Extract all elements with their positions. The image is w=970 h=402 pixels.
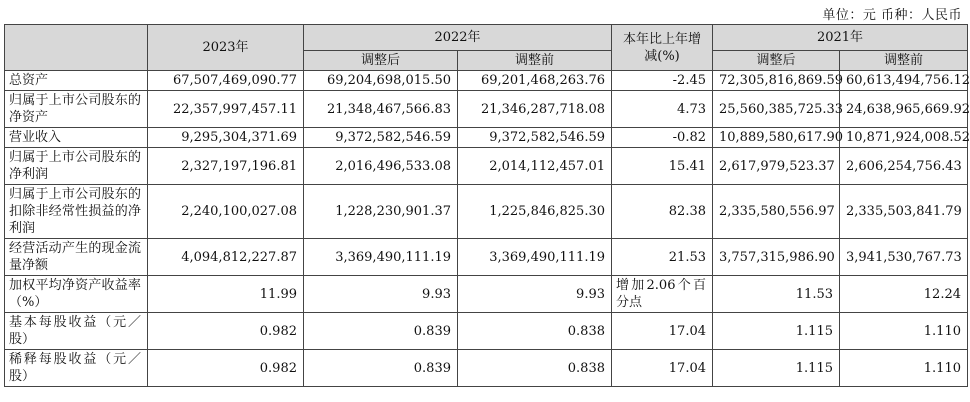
row-label: 加权平均净资产收益率（%） — [5, 276, 148, 313]
cell-2021-before: 2,335,503,841.79 — [840, 185, 968, 239]
cell-2021-before: 10,871,924,008.52 — [840, 128, 968, 148]
cell-2021-before: 24,638,965,669.92 — [840, 91, 968, 128]
cell-change: -2.45 — [612, 71, 713, 91]
cell-2022-before: 3,369,490,111.19 — [458, 239, 612, 276]
cell-2023: 22,357,997,457.11 — [148, 91, 304, 128]
row-label: 基本每股收益（元／股） — [5, 313, 148, 350]
cell-change: 17.04 — [612, 350, 713, 387]
cell-2021-before: 1.110 — [840, 313, 968, 350]
header-change: 本年比上年增减(%) — [612, 25, 713, 71]
header-2021-adjusted-after: 调整后 — [713, 51, 840, 71]
table-row — [5, 313, 968, 350]
cell-2023: 0.982 — [148, 350, 304, 387]
cell-2021-after: 1.115 — [713, 350, 840, 387]
cell-2021-after: 25,560,385,725.33 — [713, 91, 840, 128]
row-label: 归属于上市公司股东的净利润 — [5, 148, 148, 185]
header-2022-adjusted-after: 调整后 — [304, 51, 458, 71]
cell-2022-before: 0.838 — [458, 350, 612, 387]
cell-2022-after: 1,228,230,901.37 — [304, 185, 458, 239]
cell-change: 17.04 — [612, 313, 713, 350]
cell-2022-after: 0.839 — [304, 350, 458, 387]
cell-2023: 2,240,100,027.08 — [148, 185, 304, 239]
header-2021-adjusted-before: 调整前 — [840, 51, 968, 71]
cell-2022-after: 69,204,698,015.50 — [304, 71, 458, 91]
cell-2021-before: 2,606,254,756.43 — [840, 148, 968, 185]
cell-2021-before: 3,941,530,767.73 — [840, 239, 968, 276]
cell-2022-before: 2,014,112,457.01 — [458, 148, 612, 185]
cell-2022-before: 1,225,846,825.30 — [458, 185, 612, 239]
cell-2021-after: 2,617,979,523.37 — [713, 148, 840, 185]
header-2023: 2023年 — [148, 25, 304, 71]
unit-currency-note: 单位：元 币种：人民币 — [822, 8, 962, 23]
row-label: 经营活动产生的现金流量净额 — [5, 239, 148, 276]
table-row — [5, 71, 968, 91]
cell-2021-after: 10,889,580,617.90 — [713, 128, 840, 148]
cell-2022-before: 9,372,582,546.59 — [458, 128, 612, 148]
table-row — [5, 350, 968, 387]
cell-2023: 2,327,197,196.81 — [148, 148, 304, 185]
cell-2022-after: 0.839 — [304, 313, 458, 350]
cell-2022-after: 2,016,496,533.08 — [304, 148, 458, 185]
cell-2022-before: 9.93 — [458, 276, 612, 313]
row-label: 归属于上市公司股东的净资产 — [5, 91, 148, 128]
cell-2022-after: 3,369,490,111.19 — [304, 239, 458, 276]
cell-change: 增加2.06个百分点 — [612, 276, 713, 313]
cell-2021-after: 1.115 — [713, 313, 840, 350]
table-row — [5, 128, 968, 148]
table-row — [5, 91, 968, 128]
cell-2021-after: 72,305,816,869.59 — [713, 71, 840, 91]
cell-2023: 0.982 — [148, 313, 304, 350]
cell-2023: 67,507,469,090.77 — [148, 71, 304, 91]
header-row-top — [5, 25, 968, 51]
header-2022: 2022年 — [304, 25, 612, 51]
financial-data-table — [4, 24, 968, 387]
cell-2021-before: 1.110 — [840, 350, 968, 387]
cell-2021-before: 60,613,494,756.12 — [840, 71, 968, 91]
cell-change: 4.73 — [612, 91, 713, 128]
cell-change: 21.53 — [612, 239, 713, 276]
cell-2022-before: 69,201,468,263.76 — [458, 71, 612, 91]
cell-change: 82.38 — [612, 185, 713, 239]
cell-2022-after: 21,348,467,566.83 — [304, 91, 458, 128]
row-label: 稀释每股收益（元／股） — [5, 350, 148, 387]
header-2022-adjusted-before: 调整前 — [458, 51, 612, 71]
cell-2021-before: 12.24 — [840, 276, 968, 313]
cell-2021-after: 2,335,580,556.97 — [713, 185, 840, 239]
row-label: 总资产 — [5, 71, 148, 91]
cell-2023: 9,295,304,371.69 — [148, 128, 304, 148]
cell-2022-after: 9,372,582,546.59 — [304, 128, 458, 148]
table-row — [5, 185, 968, 239]
header-2021: 2021年 — [713, 25, 968, 51]
table-row — [5, 276, 968, 313]
cell-change: 15.41 — [612, 148, 713, 185]
table-row — [5, 148, 968, 185]
cell-2022-before: 21,346,287,718.08 — [458, 91, 612, 128]
table-row — [5, 239, 968, 276]
row-label: 营业收入 — [5, 128, 148, 148]
cell-2023: 4,094,812,227.87 — [148, 239, 304, 276]
cell-2021-after: 11.53 — [713, 276, 840, 313]
row-label: 归属于上市公司股东的扣除非经常性损益的净利润 — [5, 185, 148, 239]
cell-2022-after: 9.93 — [304, 276, 458, 313]
cell-2021-after: 3,757,315,986.90 — [713, 239, 840, 276]
header-item — [5, 25, 148, 71]
cell-change: -0.82 — [612, 128, 713, 148]
cell-2022-before: 0.838 — [458, 313, 612, 350]
cell-2023: 11.99 — [148, 276, 304, 313]
